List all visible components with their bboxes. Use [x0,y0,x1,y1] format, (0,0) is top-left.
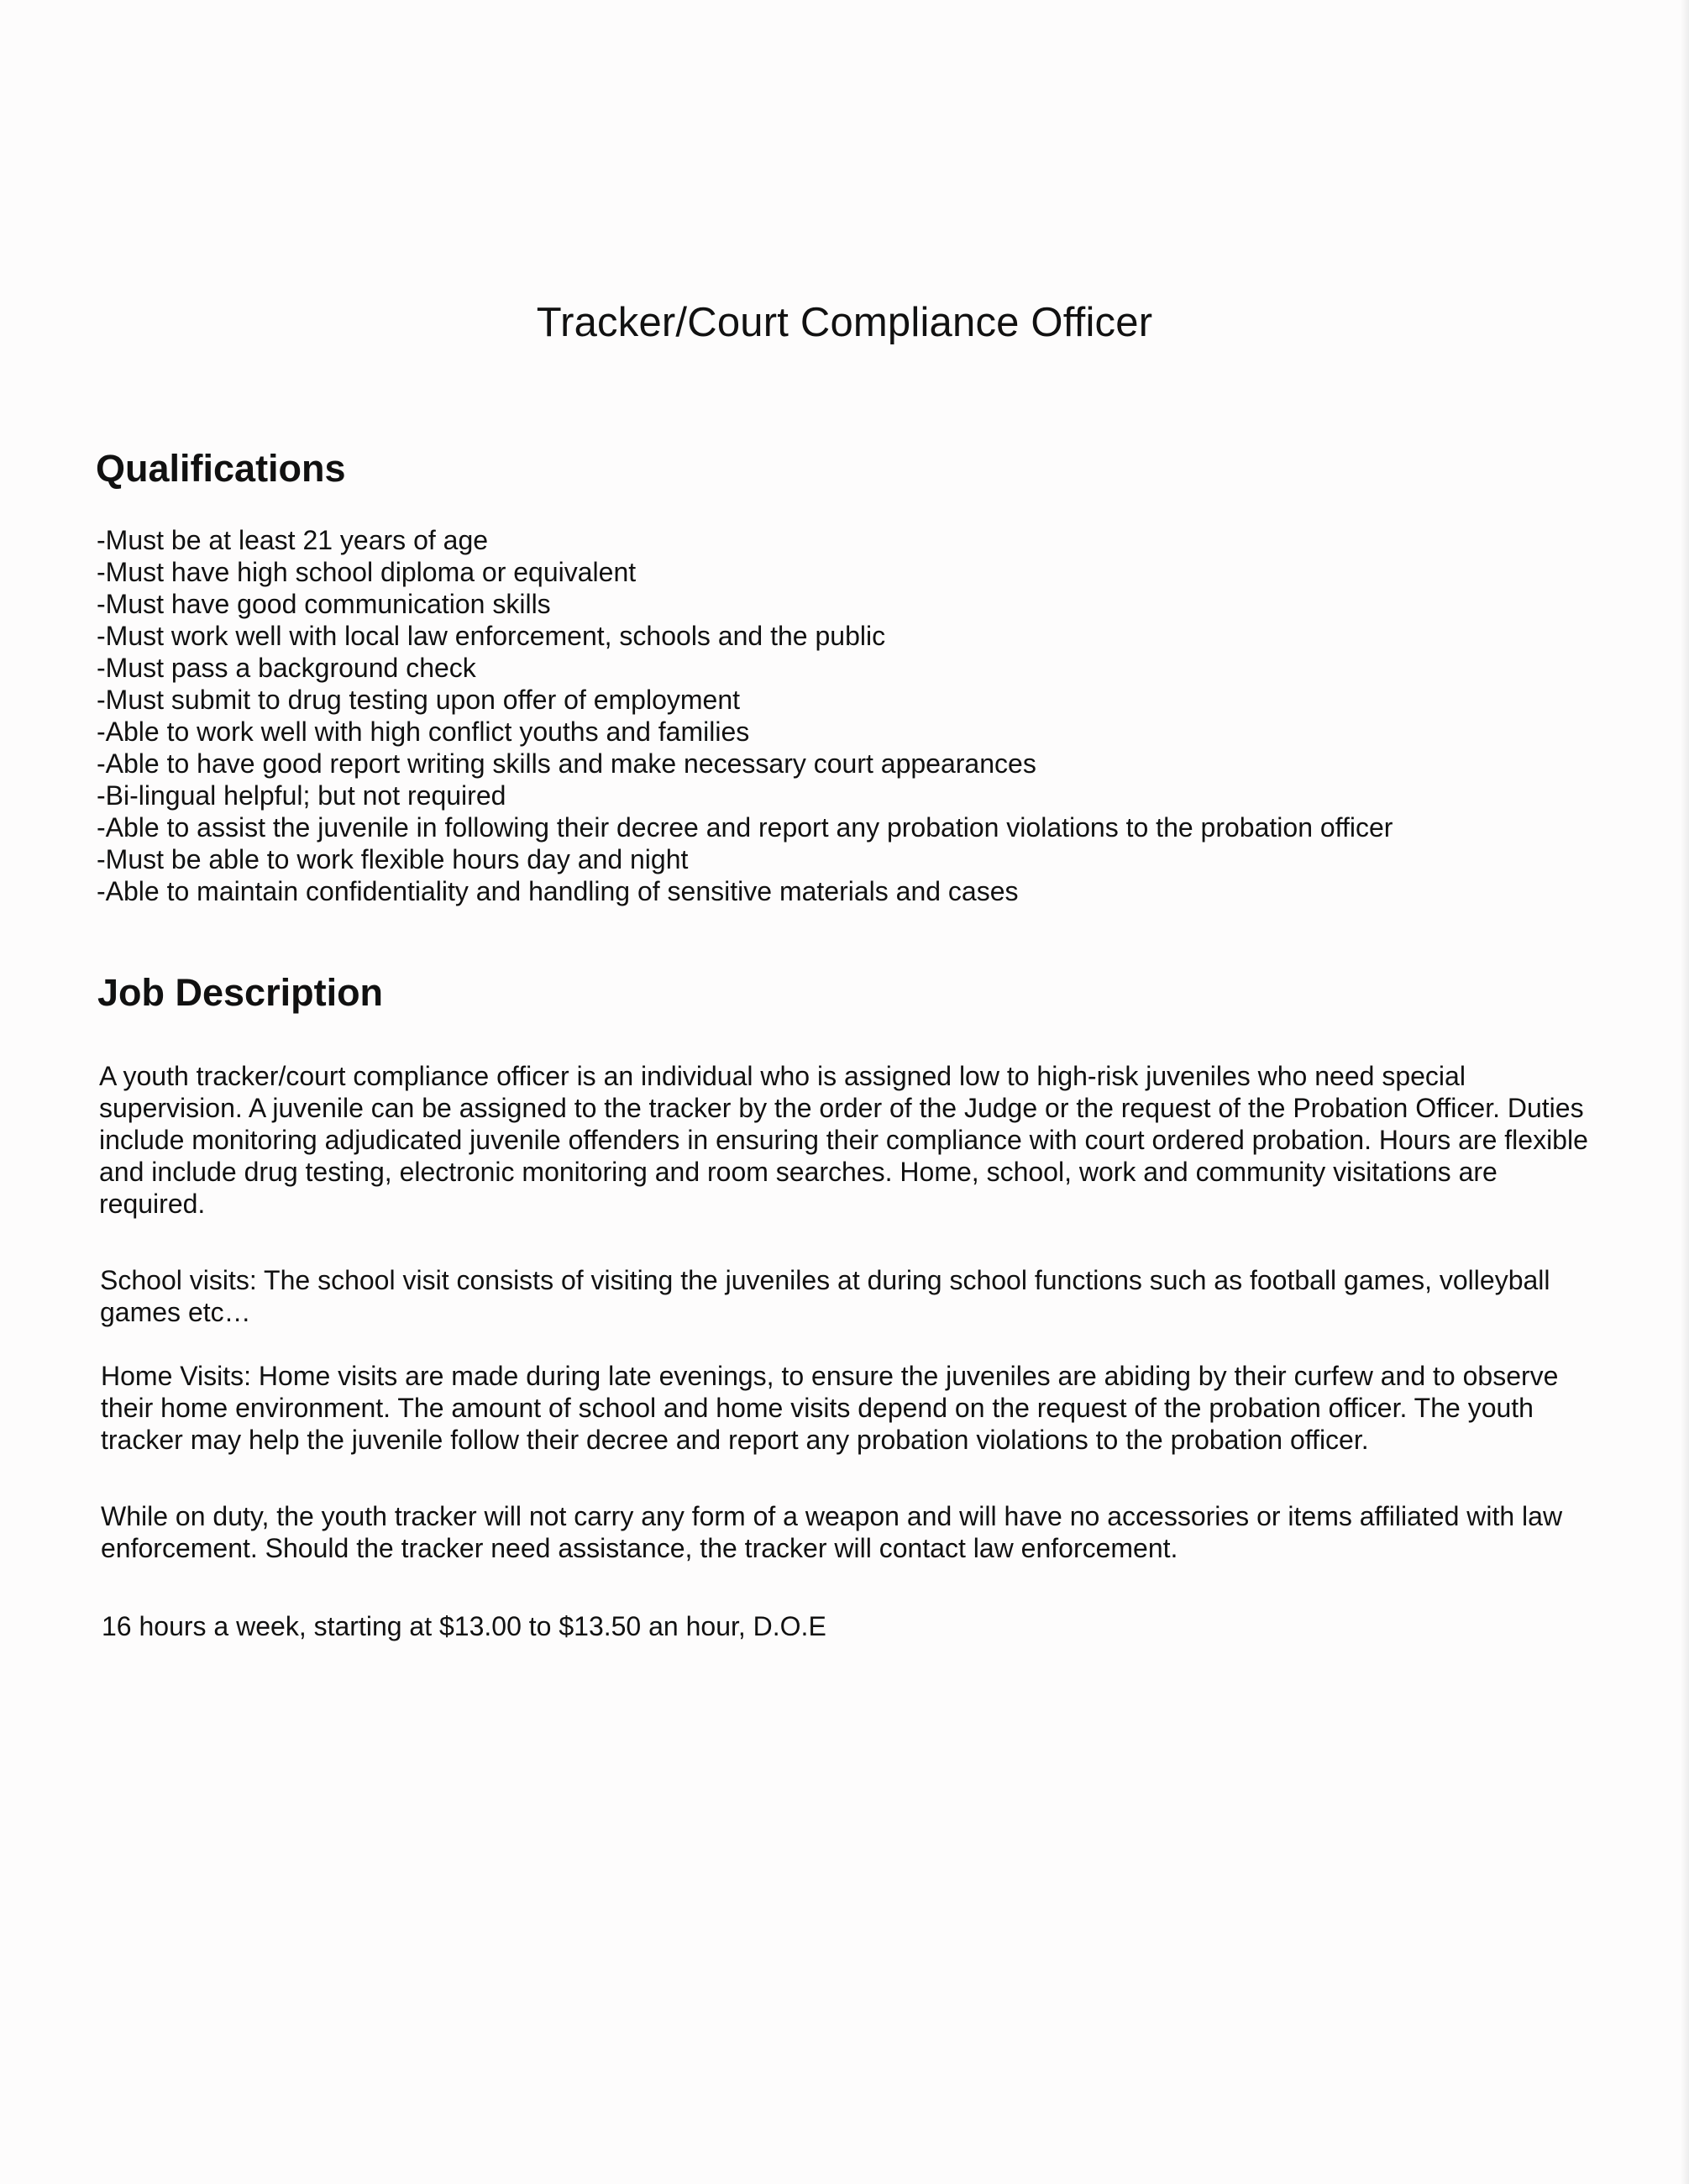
list-item: -Able to have good report writing skills and make necessary court appearances [97,748,1036,779]
on-duty-paragraph: While on duty, the youth tracker will not carry any form of a weapon and will have no accessories or items affiliated with law enforcement. Should the tracker need assistance, the tracker will contact law enforcement. [101,1501,1563,1563]
list-item: -Must be able to work flexible hours day and night [97,844,689,874]
qualifications-heading: Qualifications [96,447,346,490]
home-visits-paragraph: Home Visits: Home visits are made during late evenings, to ensure the juveniles are abiding by their curfew and to observe their home environment. The amount of school and home visits depend on the request of the probation officer. The youth tracker may help the juvenile follow their decree and report any probation violations to the probation officer. [101,1361,1559,1455]
list-item: -Must have high school diploma or equivalent [97,557,637,587]
school-visits-paragraph: School visits: The school visit consists of visiting the juveniles at during school functions such as football games, volleyball games etc… [100,1265,1550,1327]
qualifications-list [97,524,1608,907]
list-item: -Able to assist the juvenile in following their decree and report any probation violations to the probation officer [97,812,1393,843]
list-item: -Must pass a background check [97,653,476,683]
list-item: -Must work well with local law enforcement, schools and the public [97,621,886,651]
list-item: -Able to work well with high conflict youths and families [97,717,750,747]
list-item: -Must be at least 21 years of age [97,525,489,555]
list-item: -Must submit to drug testing upon offer of employment [97,685,741,715]
job-description-heading: Job Description [97,971,384,1014]
job-overview-paragraph: A youth tracker/court compliance officer is an individual who is assigned low to high-risk juveniles who need special supervision. A juvenile can be assigned to the tracker by the order of the Judge or the request of the Probation Officer. Duties include monitoring adjudicated juvenile offenders in ensuring their compliance with court ordered probation. Hours are flexible and include drug testing, electronic monitoring and room searches. Home, school, work and community visitations are required. [99,1061,1588,1219]
list-item: -Bi-lingual helpful; but not required [97,780,506,811]
list-item: -Must have good communication skills [97,589,551,619]
document-title: Tracker/Court Compliance Officer [536,300,1153,345]
hours-pay-paragraph: 16 hours a week, starting at $13.00 to $13.50 an hour, D.O.E [102,1611,826,1641]
list-item: -Able to maintain confidentiality and handling of sensitive materials and cases [97,876,1019,906]
